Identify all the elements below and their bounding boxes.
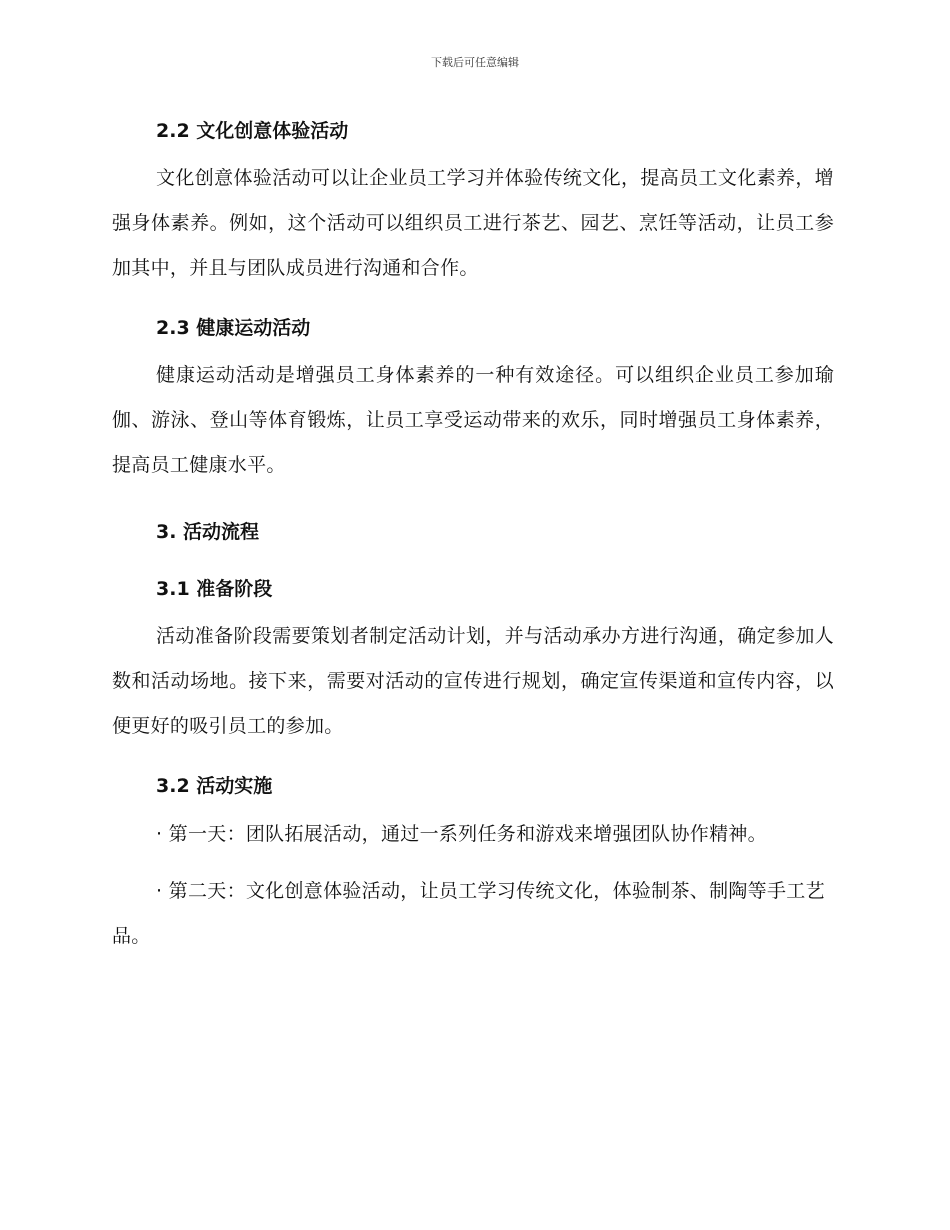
document-body	[112, 108, 834, 959]
section-heading-3-2: 3.2 活动实施	[156, 775, 273, 797]
page-header: 下载后可任意编辑	[431, 56, 519, 69]
bullet-item-day-1: · 第一天：团队拓展活动，通过一系列任务和游戏来增强团队协作精神。	[156, 823, 767, 845]
section-heading-3-1: 3.1 准备阶段	[156, 578, 273, 600]
bullet-item-day-2: · 第二天：文化创意体验活动，让员工学习传统文化，体验制茶、制陶等手工艺品。	[112, 880, 825, 947]
section-paragraph-3-1: 活动准备阶段需要策划者制定活动计划，并与活动承办方进行沟通，确定参加人数和活动场地。接下来，需要对活动的宣传进行规划，确定宣传渠道和宣传内容，以便更好的吸引员工的参加。	[112, 625, 834, 737]
section-heading-3: 3. 活动流程	[156, 521, 260, 543]
section-heading-2-2: 2.2 文化创意体验活动	[156, 120, 349, 142]
section-heading-2-3: 2.3 健康运动活动	[156, 317, 311, 339]
section-paragraph-2-2: 文化创意体验活动可以让企业员工学习并体验传统文化，提高员工文化素养，增强身体素养。例如，这个活动可以组织员工进行茶艺、园艺、烹饪等活动，让员工参加其中，并且与团队成员进行沟通和合作。	[112, 167, 834, 279]
section-paragraph-2-3: 健康运动活动是增强员工身体素养的一种有效途径。可以组织企业员工参加瑜伽、游泳、登山等体育锻炼，让员工享受运动带来的欢乐，同时增强员工身体素养，提高员工健康水平。	[112, 364, 834, 476]
